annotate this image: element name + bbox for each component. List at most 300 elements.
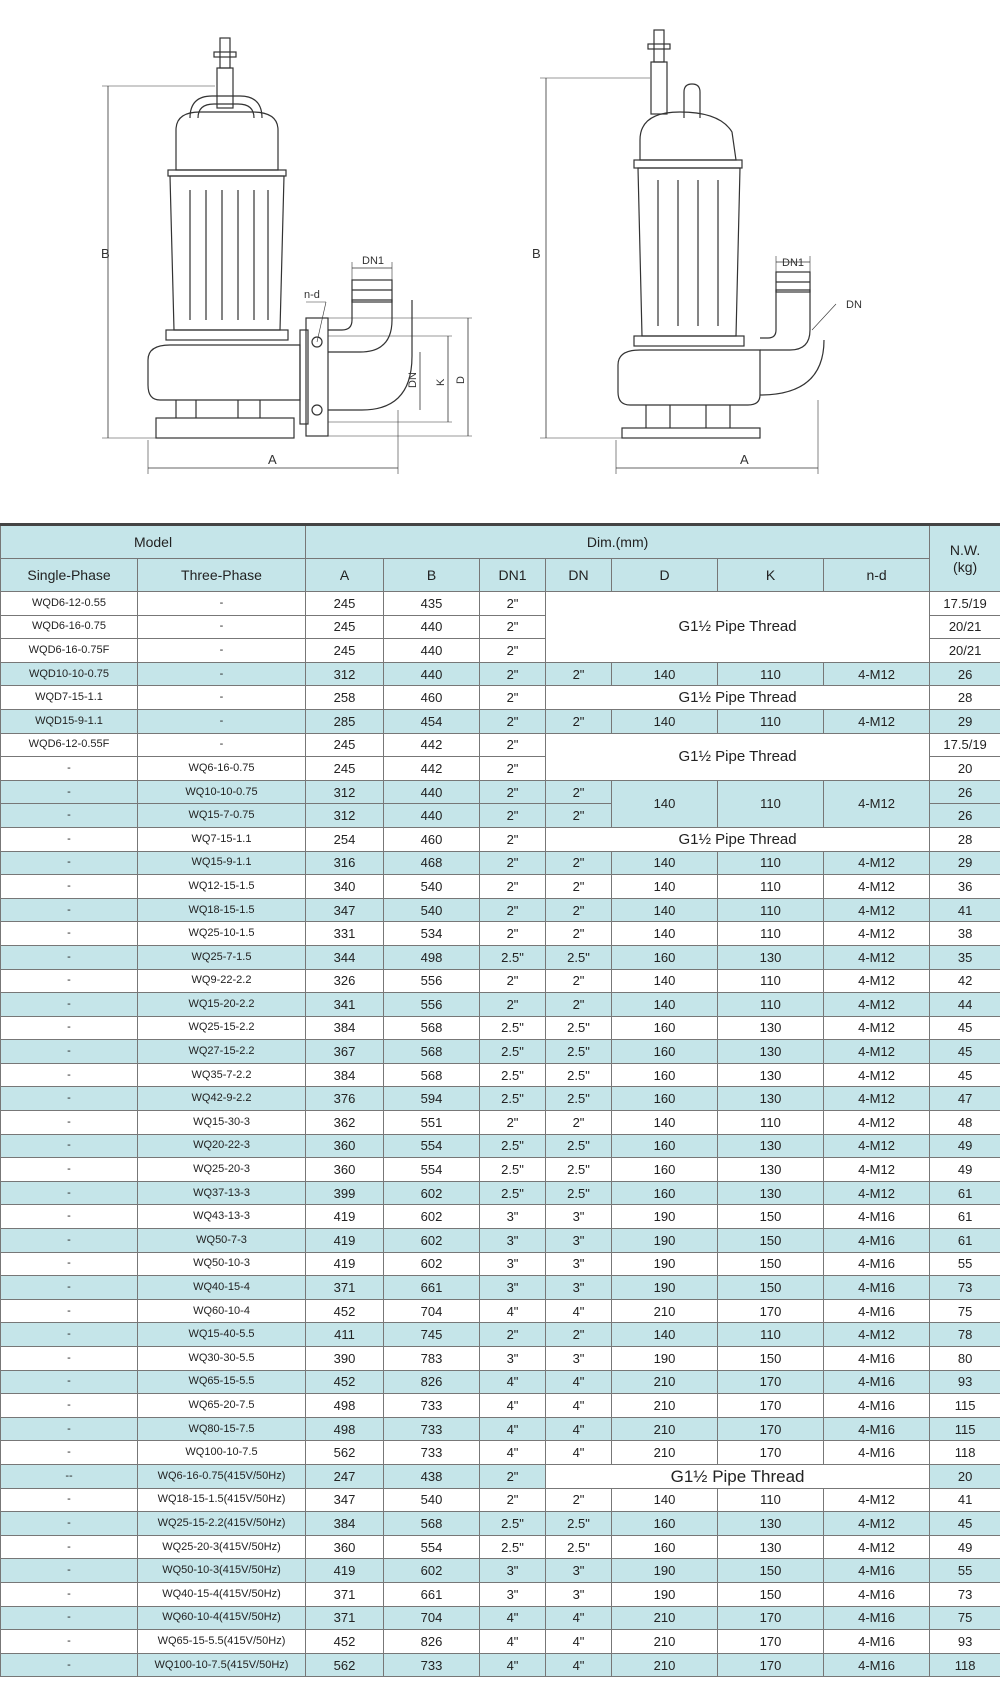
- dim-nd-cell: 4-M16: [824, 1417, 930, 1441]
- dim-d-cell: 140: [612, 922, 718, 946]
- dim-nd-cell: 4-M12: [824, 1111, 930, 1135]
- three-phase-model-cell: WQ20-22-3: [138, 1134, 306, 1158]
- net-weight-cell: 28: [930, 827, 1000, 851]
- dim-a-cell: 312: [306, 662, 384, 686]
- single-phase-model-cell: -: [1, 1582, 138, 1606]
- dim-dn1-cell: 3": [480, 1205, 546, 1229]
- dim-dn1-cell: 2": [480, 922, 546, 946]
- dim-b-cell: 826: [384, 1630, 480, 1654]
- dim-k-cell: 170: [718, 1653, 824, 1677]
- dim-a-cell: 258: [306, 686, 384, 710]
- single-phase-model-cell: -: [1, 922, 138, 946]
- single-phase-model-cell: -: [1, 1158, 138, 1182]
- dim-a-cell: 452: [306, 1299, 384, 1323]
- dim-dn1-cell: 4": [480, 1394, 546, 1418]
- table-row: [1, 1063, 1000, 1087]
- net-weight-cell: 28: [930, 686, 1000, 710]
- dim-a-cell: 399: [306, 1181, 384, 1205]
- single-phase-model-cell: -: [1, 1488, 138, 1512]
- dim-nd-cell: 4-M12: [824, 1488, 930, 1512]
- single-phase-model-cell: -: [1, 1606, 138, 1630]
- net-weight-cell: 36: [930, 875, 1000, 899]
- dim-dn1-cell: 2": [480, 615, 546, 639]
- dim-k-cell: 130: [718, 1016, 824, 1040]
- dim-d-cell: 190: [612, 1229, 718, 1253]
- net-weight-cell: 48: [930, 1111, 1000, 1135]
- dim-k-cell: 110: [718, 1488, 824, 1512]
- single-phase-model-cell: -: [1, 1087, 138, 1111]
- dim-b-cell: 745: [384, 1323, 480, 1347]
- dim-nd-cell: 4-M12: [824, 898, 930, 922]
- three-phase-model-cell: WQ25-15-2.2(415V/50Hz): [138, 1512, 306, 1536]
- three-phase-model-cell: WQ35-7-2.2: [138, 1063, 306, 1087]
- dim-dn1-cell: 2": [480, 1323, 546, 1347]
- dim-dn-cell: 3": [546, 1229, 612, 1253]
- dim-a-cell: 312: [306, 804, 384, 828]
- dim-dn-cell: 2.5": [546, 1063, 612, 1087]
- dim-k-cell: 130: [718, 945, 824, 969]
- dim-dn-cell: 2": [546, 1488, 612, 1512]
- dim-nd-cell: 4-M16: [824, 1394, 930, 1418]
- table-row: [1, 875, 1000, 899]
- dim-d-cell: 160: [612, 1535, 718, 1559]
- dim-dn-cell: 4": [546, 1299, 612, 1323]
- dim-b-cell: 661: [384, 1582, 480, 1606]
- three-phase-model-cell: WQ80-15-7.5: [138, 1417, 306, 1441]
- dim-nd-cell: 4-M16: [824, 1370, 930, 1394]
- net-weight-cell: 45: [930, 1016, 1000, 1040]
- dim-a-cell: 419: [306, 1229, 384, 1253]
- dim-k-cell: 150: [718, 1205, 824, 1229]
- dim-d-cell: 160: [612, 1512, 718, 1536]
- dim-d-cell: 160: [612, 1063, 718, 1087]
- single-phase-model-cell: -: [1, 1559, 138, 1583]
- dim-a-cell: 371: [306, 1606, 384, 1630]
- dim-k-cell: 170: [718, 1394, 824, 1418]
- single-phase-model-cell: -: [1, 1016, 138, 1040]
- three-phase-model-cell: WQ100-10-7.5: [138, 1441, 306, 1465]
- dim-a-cell: 498: [306, 1394, 384, 1418]
- three-phase-model-cell: WQ50-10-3: [138, 1252, 306, 1276]
- dim-dn1-cell: 2": [480, 851, 546, 875]
- net-weight-cell: 41: [930, 898, 1000, 922]
- table-row: [1, 1606, 1000, 1630]
- dim-b-cell: 440: [384, 662, 480, 686]
- three-phase-model-cell: -: [138, 615, 306, 639]
- net-weight-cell: 78: [930, 1323, 1000, 1347]
- dim-a-cell: 344: [306, 945, 384, 969]
- net-weight-cell: 75: [930, 1606, 1000, 1630]
- single-phase-model-cell: -: [1, 1134, 138, 1158]
- dim-d-cell: 190: [612, 1252, 718, 1276]
- dim-b-cell: 704: [384, 1299, 480, 1323]
- three-phase-model-cell: WQ15-9-1.1: [138, 851, 306, 875]
- dim-b-cell: 540: [384, 875, 480, 899]
- three-phase-header: Three-Phase: [138, 559, 306, 592]
- dim-d-cell: 140: [612, 898, 718, 922]
- dim-nd-cell: 4-M12: [824, 709, 930, 733]
- dim-a-cell: 371: [306, 1276, 384, 1300]
- net-weight-cell: 55: [930, 1252, 1000, 1276]
- table-row: [1, 1417, 1000, 1441]
- dim-nd-cell: 4-M16: [824, 1252, 930, 1276]
- table-row: [1, 1559, 1000, 1583]
- dim-k-cell: 150: [718, 1347, 824, 1371]
- three-phase-model-cell: -: [138, 662, 306, 686]
- dim-b-cell: 602: [384, 1205, 480, 1229]
- dim-dn-cell: 2.5": [546, 1040, 612, 1064]
- dim-a-cell: 371: [306, 1582, 384, 1606]
- dim-dn1-cell: 3": [480, 1276, 546, 1300]
- right-pump-figure: [540, 30, 836, 474]
- pipe-thread-cell: G1½ Pipe Thread: [546, 827, 930, 851]
- dim-b-cell: 454: [384, 709, 480, 733]
- single-phase-model-cell: -: [1, 1323, 138, 1347]
- net-weight-cell: 44: [930, 993, 1000, 1017]
- table-row: [1, 1488, 1000, 1512]
- dim-dn-cell: 2.5": [546, 945, 612, 969]
- dim-b-cell: 602: [384, 1252, 480, 1276]
- model-header: Model: [1, 525, 306, 559]
- dim-dn1-cell: 4": [480, 1653, 546, 1677]
- dim-k-cell: 150: [718, 1559, 824, 1583]
- three-phase-model-cell: -: [138, 686, 306, 710]
- dim-b-cell: 460: [384, 686, 480, 710]
- dim-dn1-cell: 2": [480, 780, 546, 804]
- single-phase-model-cell: -: [1, 1630, 138, 1654]
- table-row: [1, 1653, 1000, 1677]
- single-phase-model-cell: -: [1, 898, 138, 922]
- dim-d-cell: 190: [612, 1347, 718, 1371]
- dim-k-cell: 110: [718, 709, 824, 733]
- net-weight-cell: 17.5/19: [930, 733, 1000, 757]
- nw-header: N.W. (kg): [930, 525, 1000, 592]
- dim-dn-cell: 2": [546, 851, 612, 875]
- three-phase-model-cell: WQ15-20-2.2: [138, 993, 306, 1017]
- dim-dn1-cell: 2": [480, 733, 546, 757]
- single-phase-model-cell: WQD6-16-0.75F: [1, 639, 138, 663]
- dim-a-cell: 411: [306, 1323, 384, 1347]
- dim-nd-cell: 4-M16: [824, 1441, 930, 1465]
- dim-k-cell: 130: [718, 1535, 824, 1559]
- three-phase-model-cell: WQ25-20-3(415V/50Hz): [138, 1535, 306, 1559]
- dim-b-cell: 568: [384, 1040, 480, 1064]
- single-phase-model-cell: -: [1, 969, 138, 993]
- three-phase-model-cell: WQ15-30-3: [138, 1111, 306, 1135]
- dim-dn-cell: 2": [546, 780, 612, 804]
- dim-nd-cell: 4-M12: [824, 1323, 930, 1347]
- dim-d-cell: 140: [612, 851, 718, 875]
- pipe-thread-cell: G1½ Pipe Thread: [546, 592, 930, 663]
- net-weight-cell: 93: [930, 1370, 1000, 1394]
- dim-d-cell: 140: [612, 969, 718, 993]
- net-weight-cell: 115: [930, 1417, 1000, 1441]
- dim-a-cell: 245: [306, 639, 384, 663]
- right-dim-b-label: B: [532, 246, 541, 261]
- single-phase-model-cell: -: [1, 827, 138, 851]
- net-weight-cell: 75: [930, 1299, 1000, 1323]
- dim-d-cell: 210: [612, 1370, 718, 1394]
- table-row: [1, 662, 1000, 686]
- single-phase-model-cell: -: [1, 1063, 138, 1087]
- dim-d-cell: 210: [612, 1417, 718, 1441]
- dim-dn-cell: 2": [546, 709, 612, 733]
- three-phase-model-cell: WQ60-10-4(415V/50Hz): [138, 1606, 306, 1630]
- net-weight-cell: 45: [930, 1040, 1000, 1064]
- dim-header: Dim.(mm): [306, 525, 930, 559]
- three-phase-model-cell: WQ100-10-7.5(415V/50Hz): [138, 1653, 306, 1677]
- dim-dn1-cell: 3": [480, 1252, 546, 1276]
- dim-b-cell: 783: [384, 1347, 480, 1371]
- net-weight-cell: 61: [930, 1181, 1000, 1205]
- net-weight-cell: 49: [930, 1134, 1000, 1158]
- three-phase-model-cell: WQ15-7-0.75: [138, 804, 306, 828]
- table-row: [1, 1111, 1000, 1135]
- dim-nd-cell: 4-M12: [824, 1087, 930, 1111]
- dim-dn-cell: 4": [546, 1653, 612, 1677]
- dim-b-cell: 468: [384, 851, 480, 875]
- three-phase-model-cell: WQ25-10-1.5: [138, 922, 306, 946]
- dim-k-cell: 110: [718, 922, 824, 946]
- dim-dn-cell: 2": [546, 662, 612, 686]
- dim-k-cell: 130: [718, 1158, 824, 1182]
- three-phase-model-cell: WQ7-15-1.1: [138, 827, 306, 851]
- dim-b-cell: 554: [384, 1134, 480, 1158]
- dim-dn-cell: 4": [546, 1370, 612, 1394]
- dim-dn1-cell: 2.5": [480, 1063, 546, 1087]
- net-weight-cell: 47: [930, 1087, 1000, 1111]
- dim-dn1-cell: 3": [480, 1347, 546, 1371]
- single-phase-model-cell: -: [1, 945, 138, 969]
- dim-nd-cell: 4-M12: [824, 1512, 930, 1536]
- dim-a-cell: 245: [306, 615, 384, 639]
- three-phase-model-cell: WQ65-15-5.5(415V/50Hz): [138, 1630, 306, 1654]
- dim-dn1-cell: 2": [480, 1488, 546, 1512]
- net-weight-cell: 35: [930, 945, 1000, 969]
- table-row: [1, 1087, 1000, 1111]
- dim-nd-cell: 4-M16: [824, 1276, 930, 1300]
- dim-dn-cell: 4": [546, 1417, 612, 1441]
- net-weight-cell: 38: [930, 922, 1000, 946]
- dim-d-cell: 160: [612, 1040, 718, 1064]
- dim-a-cell: 347: [306, 1488, 384, 1512]
- dim-d-cell: 140: [612, 780, 718, 827]
- dim-d-cell: 160: [612, 1181, 718, 1205]
- single-phase-model-cell: WQD6-12-0.55F: [1, 733, 138, 757]
- b-header: B: [384, 559, 480, 592]
- net-weight-cell: 73: [930, 1276, 1000, 1300]
- dim-dn1-cell: 2.5": [480, 1040, 546, 1064]
- table-row: [1, 1535, 1000, 1559]
- dim-dn-cell: 2.5": [546, 1512, 612, 1536]
- dim-k-cell: 110: [718, 780, 824, 827]
- net-weight-cell: 73: [930, 1582, 1000, 1606]
- dim-b-cell: 733: [384, 1394, 480, 1418]
- dim-dn1-cell: 2": [480, 757, 546, 781]
- table-row: [1, 1016, 1000, 1040]
- net-weight-cell: 20/21: [930, 639, 1000, 663]
- three-phase-model-cell: WQ30-30-5.5: [138, 1347, 306, 1371]
- dim-k-cell: 110: [718, 969, 824, 993]
- dim-dn-cell: 4": [546, 1630, 612, 1654]
- dim-b-cell: 826: [384, 1370, 480, 1394]
- dim-d-cell: 140: [612, 1488, 718, 1512]
- dim-a-cell: 316: [306, 851, 384, 875]
- table-row: [1, 733, 1000, 757]
- dim-dn-cell: 2.5": [546, 1158, 612, 1182]
- dim-k-cell: 130: [718, 1040, 824, 1064]
- dim-d-cell: 210: [612, 1653, 718, 1677]
- dim-dn-cell: 2": [546, 1111, 612, 1135]
- net-weight-cell: 26: [930, 780, 1000, 804]
- three-phase-model-cell: WQ40-15-4: [138, 1276, 306, 1300]
- three-phase-model-cell: -: [138, 639, 306, 663]
- dim-a-cell: 347: [306, 898, 384, 922]
- dim-d-cell: 160: [612, 1134, 718, 1158]
- dim-k-cell: 130: [718, 1063, 824, 1087]
- dim-dn-cell: 3": [546, 1276, 612, 1300]
- dim-b-cell: 540: [384, 1488, 480, 1512]
- dim-dn-cell: 3": [546, 1252, 612, 1276]
- dim-dn1-cell: 2.5": [480, 1087, 546, 1111]
- dim-k-cell: 170: [718, 1441, 824, 1465]
- dim-b-cell: 568: [384, 1512, 480, 1536]
- dim-dn-cell: 3": [546, 1559, 612, 1583]
- left-dim-d-label: D: [455, 376, 467, 384]
- dim-nd-cell: 4-M12: [824, 1158, 930, 1182]
- k-header: K: [718, 559, 824, 592]
- dim-b-cell: 594: [384, 1087, 480, 1111]
- left-dim-dn1-label: DN1: [362, 255, 385, 267]
- table-row: [1, 993, 1000, 1017]
- single-phase-model-cell: -: [1, 1040, 138, 1064]
- dim-nd-cell: 4-M12: [824, 993, 930, 1017]
- dim-d-cell: 190: [612, 1276, 718, 1300]
- three-phase-model-cell: WQ18-15-1.5: [138, 898, 306, 922]
- single-phase-model-cell: -: [1, 1512, 138, 1536]
- dim-dn1-cell: 4": [480, 1630, 546, 1654]
- dim-k-cell: 150: [718, 1252, 824, 1276]
- dim-d-cell: 160: [612, 1016, 718, 1040]
- net-weight-cell: 55: [930, 1559, 1000, 1583]
- table-row: [1, 898, 1000, 922]
- dim-k-cell: 130: [718, 1087, 824, 1111]
- dim-a-cell: 384: [306, 1063, 384, 1087]
- dim-dn1-cell: 4": [480, 1299, 546, 1323]
- table-row: [1, 922, 1000, 946]
- single-phase-model-cell: -: [1, 1111, 138, 1135]
- dim-b-cell: 554: [384, 1158, 480, 1182]
- dim-dn-cell: 3": [546, 1205, 612, 1229]
- dim-b-cell: 556: [384, 969, 480, 993]
- dim-dn1-cell: 2": [480, 827, 546, 851]
- dim-dn1-cell: 2.5": [480, 1016, 546, 1040]
- dim-k-cell: 170: [718, 1606, 824, 1630]
- dim-b-cell: 498: [384, 945, 480, 969]
- table-row: [1, 1347, 1000, 1371]
- single-phase-model-cell: -: [1, 1394, 138, 1418]
- three-phase-model-cell: WQ65-15-5.5: [138, 1370, 306, 1394]
- dim-a-cell: 341: [306, 993, 384, 1017]
- dim-b-cell: 440: [384, 639, 480, 663]
- dim-d-cell: 160: [612, 945, 718, 969]
- table-row: [1, 1323, 1000, 1347]
- right-dim-dn1-label: DN1: [782, 257, 805, 269]
- dim-k-cell: 150: [718, 1276, 824, 1300]
- three-phase-model-cell: WQ18-15-1.5(415V/50Hz): [138, 1488, 306, 1512]
- net-weight-cell: 41: [930, 1488, 1000, 1512]
- dim-dn1-cell: 2": [480, 898, 546, 922]
- net-weight-cell: 80: [930, 1347, 1000, 1371]
- dim-a-cell: 340: [306, 875, 384, 899]
- dim-dn-cell: 3": [546, 1582, 612, 1606]
- table-row: [1, 1299, 1000, 1323]
- dim-dn1-cell: 2": [480, 592, 546, 616]
- single-phase-model-cell: WQD15-9-1.1: [1, 709, 138, 733]
- table-row: [1, 686, 1000, 710]
- dim-k-cell: 170: [718, 1417, 824, 1441]
- dim-dn-cell: 2.5": [546, 1016, 612, 1040]
- right-dim-dn-label: DN: [846, 299, 862, 311]
- dim-dn-cell: 2": [546, 922, 612, 946]
- dim-nd-cell: 4-M12: [824, 1063, 930, 1087]
- dim-dn1-cell: 2": [480, 686, 546, 710]
- dim-a-cell: 245: [306, 733, 384, 757]
- dim-b-cell: 438: [384, 1464, 480, 1488]
- dim-a-cell: 312: [306, 780, 384, 804]
- drawing-svg: [0, 0, 1000, 520]
- table-row: [1, 1040, 1000, 1064]
- dim-b-cell: 733: [384, 1441, 480, 1465]
- dim-dn1-cell: 2.5": [480, 945, 546, 969]
- dim-nd-cell: 4-M16: [824, 1229, 930, 1253]
- dim-a-cell: 452: [306, 1630, 384, 1654]
- dim-b-cell: 551: [384, 1111, 480, 1135]
- dim-a-cell: 384: [306, 1512, 384, 1536]
- dim-dn1-cell: 2": [480, 662, 546, 686]
- dim-d-cell: 140: [612, 1111, 718, 1135]
- dim-d-cell: 190: [612, 1205, 718, 1229]
- pump-dimension-drawing: [0, 0, 1000, 520]
- single-phase-model-cell: -: [1, 875, 138, 899]
- dn-header: DN: [546, 559, 612, 592]
- net-weight-cell: 17.5/19: [930, 592, 1000, 616]
- dim-dn-cell: 4": [546, 1394, 612, 1418]
- net-weight-cell: 115: [930, 1394, 1000, 1418]
- net-weight-cell: 20: [930, 1464, 1000, 1488]
- dim-nd-cell: 4-M16: [824, 1299, 930, 1323]
- three-phase-model-cell: WQ15-40-5.5: [138, 1323, 306, 1347]
- dim-a-cell: 419: [306, 1252, 384, 1276]
- dim-d-cell: 140: [612, 993, 718, 1017]
- dim-dn1-cell: 2": [480, 1464, 546, 1488]
- three-phase-model-cell: WQ25-20-3: [138, 1158, 306, 1182]
- net-weight-cell: 29: [930, 851, 1000, 875]
- dim-nd-cell: 4-M12: [824, 1016, 930, 1040]
- dim-k-cell: 110: [718, 993, 824, 1017]
- dim-a-cell: 419: [306, 1205, 384, 1229]
- spec-table: [0, 523, 1000, 1677]
- three-phase-model-cell: -: [138, 733, 306, 757]
- dim-a-cell: 367: [306, 1040, 384, 1064]
- single-phase-model-cell: -: [1, 1535, 138, 1559]
- dim-nd-cell: 4-M16: [824, 1606, 930, 1630]
- single-phase-model-cell: -: [1, 804, 138, 828]
- table-row: [1, 827, 1000, 851]
- dim-b-cell: 435: [384, 592, 480, 616]
- dn1-header: DN1: [480, 559, 546, 592]
- dim-a-cell: 331: [306, 922, 384, 946]
